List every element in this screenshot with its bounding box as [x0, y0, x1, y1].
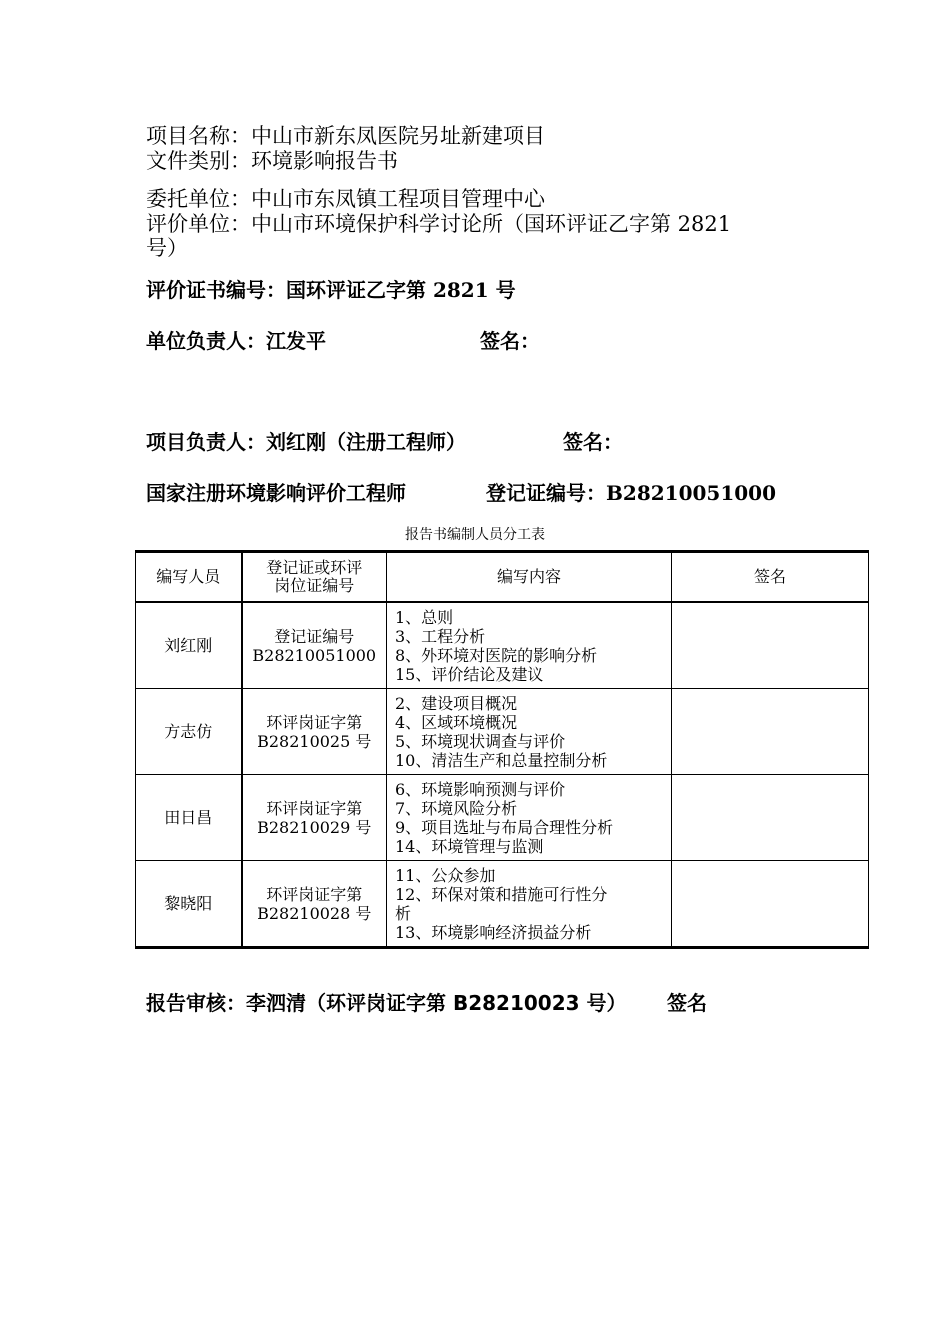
unit-head-sign-label: 签名：	[480, 329, 540, 353]
content-item: 10、清洁生产和总量控制分析	[395, 750, 608, 770]
staff-cert	[242, 602, 387, 689]
staff-content	[387, 602, 672, 689]
staff-cert	[242, 861, 387, 948]
header-cert-line2: 岗位证编号	[274, 576, 355, 595]
signature-cell	[672, 689, 869, 775]
content-item: 13、环境影响经济损益分析	[395, 922, 592, 942]
staff-cert-line2: B28210028 号	[257, 903, 372, 923]
evaluator-unit-line2: 号）	[146, 236, 188, 260]
signature-cell	[672, 861, 869, 948]
content-item: 7、环境风险分析	[395, 798, 518, 818]
content-item: 9、项目选址与布局合理性分析	[395, 817, 614, 837]
header-cert-line1: 登记证或环评	[266, 558, 363, 577]
staff-cert-line1: 环评岗证字第	[266, 884, 363, 904]
content-item: 析	[395, 903, 412, 923]
signature-cell	[672, 602, 869, 689]
certificate-number: 评价证书编号：国环评证乙字第 2821 号	[146, 278, 516, 302]
staff-cert-line2: B28210025 号	[257, 731, 372, 751]
staff-name: 刘红刚	[136, 602, 242, 689]
staff-cert-line1: 登记证编号	[274, 626, 355, 646]
staff-name: 黎晓阳	[136, 861, 242, 948]
staff-division-table	[135, 550, 869, 949]
table-row	[136, 861, 869, 948]
content-item: 15、评价结论及建议	[395, 664, 544, 684]
review-label: 报告审核：李泗清（环评岗证字第 B28210023 号）	[146, 991, 627, 1015]
content-item: 2、建设项目概况	[395, 693, 518, 713]
header-sign: 签名	[672, 552, 869, 603]
project-head: 项目负责人：刘红刚（注册工程师）	[146, 430, 466, 454]
content-item: 12、环保对策和措施可行性分	[395, 884, 608, 904]
evaluator-unit-line1: 评价单位：中山市环境保护科学讨论所（国环评证乙字第 2821	[146, 212, 732, 236]
staff-name: 方志仿	[136, 689, 242, 775]
content-item: 3、工程分析	[395, 626, 486, 646]
staff-cert	[242, 775, 387, 861]
content-item: 4、区域环境概况	[395, 712, 518, 732]
content-item: 8、外环境对医院的影响分析	[395, 645, 598, 665]
staff-cert-line2: B28210029 号	[257, 817, 372, 837]
client-unit: 委托单位：中山市东凤镇工程项目管理中心	[146, 187, 545, 211]
header-content: 编写内容	[387, 552, 672, 603]
staff-cert-line1: 环评岗证字第	[266, 712, 363, 732]
table-header-row	[136, 552, 869, 603]
file-type: 文件类别：环境影响报告书	[146, 149, 398, 173]
header-cert	[242, 552, 387, 603]
staff-content	[387, 689, 672, 775]
table-caption: 报告书编制人员分工表	[405, 527, 545, 543]
registered-engineer-label: 国家注册环境影响评价工程师	[146, 481, 406, 505]
content-item: 5、环境现状调查与评价	[395, 731, 566, 751]
registered-engineer-cert: 登记证编号：B28210051000	[486, 481, 776, 505]
table-row	[136, 602, 869, 689]
staff-cert-line2: B28210051000	[252, 645, 377, 665]
content-item: 1、总则	[395, 607, 454, 627]
project-name: 项目名称：中山市新东凤医院另址新建项目	[146, 124, 545, 148]
unit-head: 单位负责人：江发平	[146, 329, 326, 353]
staff-content	[387, 861, 672, 948]
table-row	[136, 775, 869, 861]
staff-cert	[242, 689, 387, 775]
project-head-sign-label: 签名：	[563, 430, 623, 454]
signature-cell	[672, 775, 869, 861]
table-row	[136, 689, 869, 775]
content-item: 6、环境影响预测与评价	[395, 779, 566, 799]
staff-cert-line1: 环评岗证字第	[266, 798, 363, 818]
content-item: 11、公众参加	[395, 865, 496, 885]
content-item: 14、环境管理与监测	[395, 836, 544, 856]
staff-content	[387, 775, 672, 861]
staff-name: 田日昌	[136, 775, 242, 861]
header-name: 编写人员	[136, 552, 242, 603]
review-sign-label: 签名	[667, 991, 707, 1015]
